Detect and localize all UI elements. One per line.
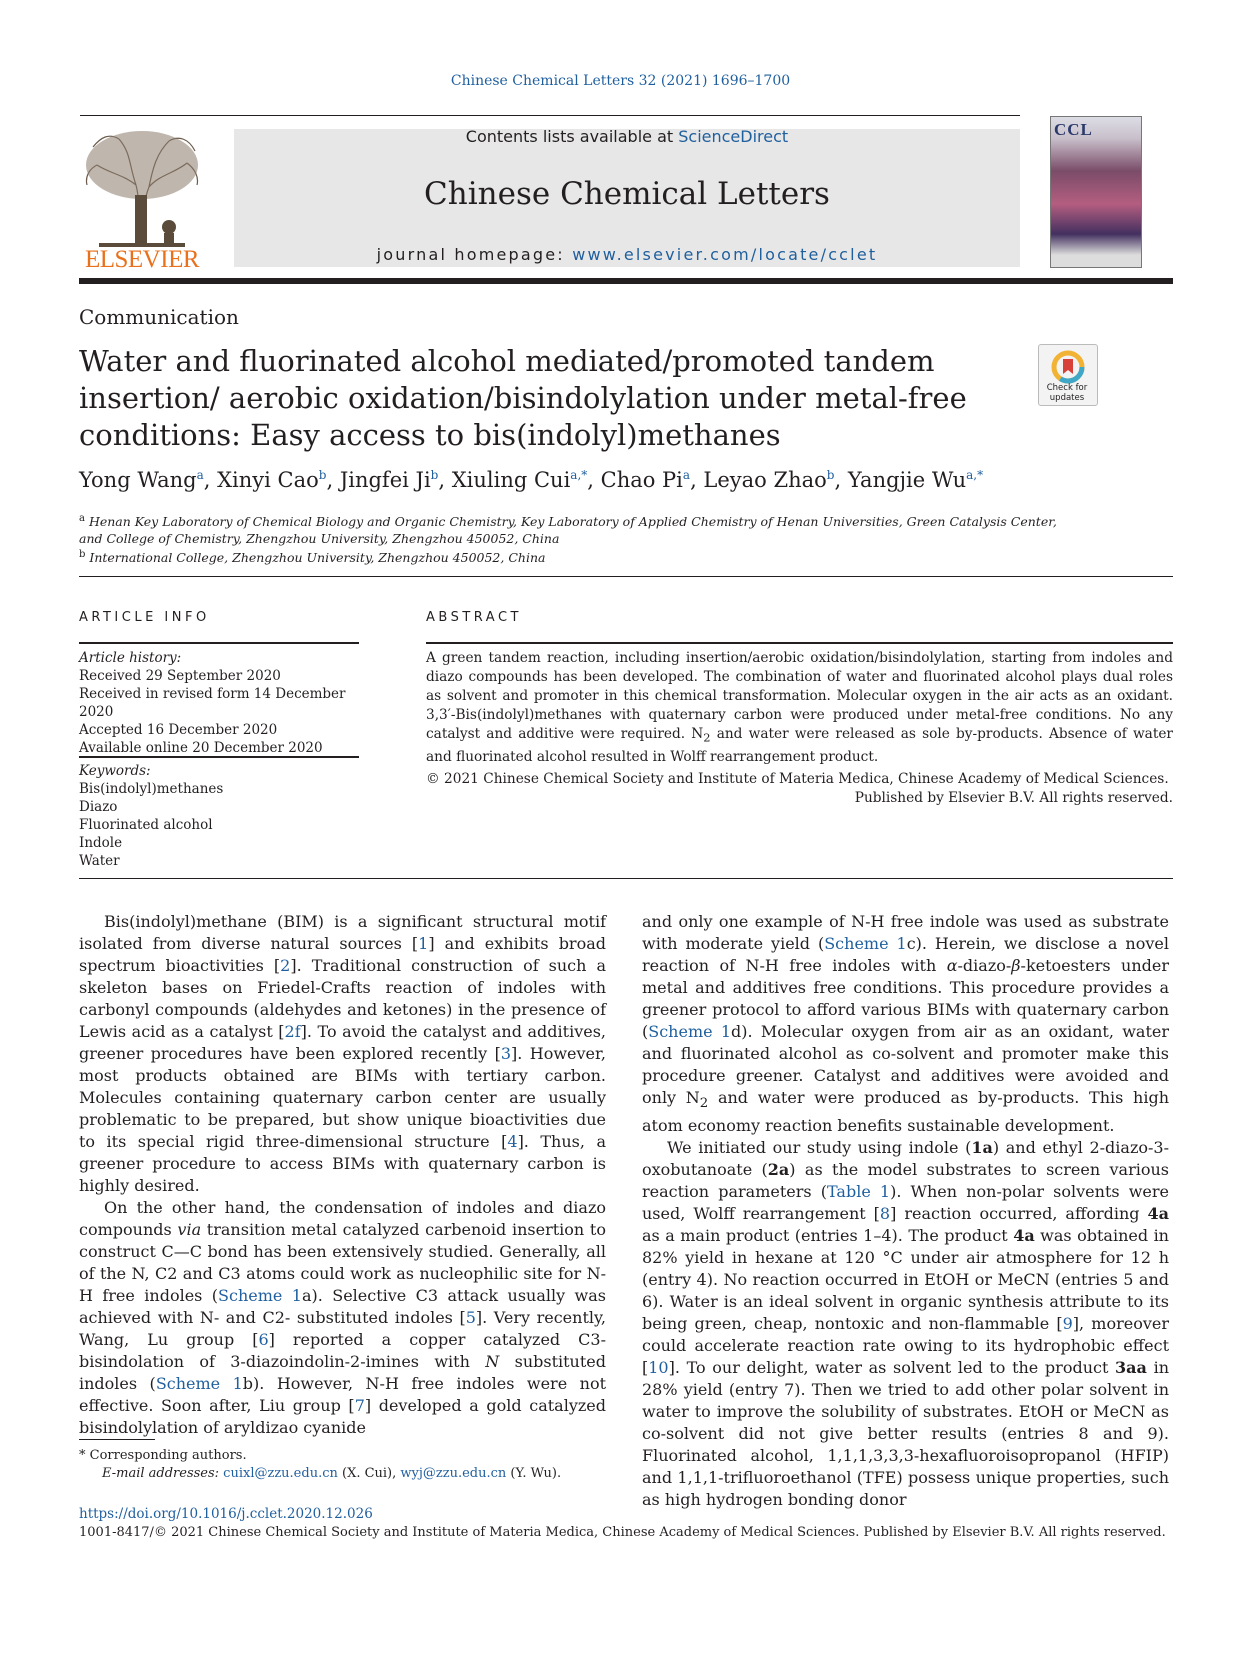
journal-name: Chinese Chemical Letters	[424, 176, 830, 212]
scheme-link[interactable]: Scheme 1	[155, 1374, 243, 1393]
ref-link[interactable]: 2f	[284, 1022, 301, 1041]
keyword: Fluorinated alcohol	[79, 817, 213, 833]
ref-link[interactable]: 9	[1062, 1314, 1073, 1334]
abstract-text: A green tandem reaction, including insertion/aerobic oxidation/bisindolylation, starting from indoles and diazo compounds has been developed. The combination of water and fluorinated alcohol plays dual roles as solvent and promoter in this chemical transformation. Molecular oxygen in the air acts as an oxidant. 3,3′-Bis(indolyl)methanes with quaternary carbon were produced under metal-free conditions. No any catalyst and additive were required. $N_2$ and water were released as sole by-products. Absence of water and fluorinated alcohol resulted in Wolff rearrangement product.	[426, 650, 1173, 765]
affiliation-b: $^b$ International College, Zhengzhou University, Zhengzhou 450052, China	[79, 549, 546, 566]
journal-reference[interactable]: Chinese Chemical Letters 32 (2021) 1696–1700	[450, 73, 791, 89]
footnote-star: * Corresponding authors.	[79, 1448, 247, 1463]
email-label: E-mail addresses:	[102, 1466, 224, 1481]
article-type: Communication	[79, 305, 239, 329]
crossmark-label: Check for updates	[1046, 383, 1088, 403]
keyword: Water	[79, 853, 120, 869]
affiliation-a: $^a$ Henan Key Laboratory of Chemical Biology and Organic Chemistry, Key Laboratory of Applied Chemistry of Henan Universities, Green Catalysis Center, and College of Chemistry, Zhengzhou University, Zhengzhou 450052, China	[79, 513, 1057, 547]
history-item: Accepted 16 December 2020	[79, 722, 278, 738]
scheme-link[interactable]: Scheme 1	[218, 1286, 302, 1305]
article-info-heading: ARTICLE INFO	[79, 610, 210, 625]
abstract-copyright	[426, 770, 1173, 808]
author[interactable]: Xiuling Cui$^{a,*}$	[451, 468, 588, 492]
email-link[interactable]: cuixl@zzu.edu.cn	[223, 1466, 338, 1481]
keywords	[79, 762, 369, 870]
body-column-left	[79, 911, 606, 1439]
abstract-heading: ABSTRACT	[426, 610, 522, 625]
keyword: Indole	[79, 835, 123, 851]
footnote-rule	[79, 1439, 155, 1440]
history-item: Received in revised form 14 December 2020	[79, 686, 346, 720]
ref-link[interactable]: 6	[258, 1330, 269, 1349]
scheme-link[interactable]: Scheme 1	[824, 934, 907, 953]
keywords-label: Keywords:	[79, 763, 151, 779]
author-list: Yong Wang$^a$, Xinyi Cao$^b$, Jingfei Ji$^b$, Xiuling Cui$^{a,*}$, Chao Pi$^a$, Leyao Zhao$^b$, Yangjie $Wu^{a,*}$	[79, 468, 984, 492]
ref-link[interactable]: 7	[354, 1396, 365, 1415]
homepage-prefix: journal homepage:	[376, 245, 573, 264]
divider	[79, 878, 1173, 879]
contents-line	[234, 127, 1020, 146]
ref-link[interactable]: 4	[507, 1132, 518, 1151]
paragraph: Bis(indolyl)methane (BIM) is a significant structural motif isolated from diverse natural sources [1] and exhibits broad spectrum bioactivities [2]. Traditional construction of such a skeleton bases on Friedel-Crafts reaction of indoles with carbonyl compounds (aldehydes and ketones) in the presence of Lewis acid as a catalyst [2f]. To avoid the catalyst and additives, greener procedures have been explored recently [3]. However, most products obtained are BIMs with tertiary carbon. Molecules containing quaternary carbon center are usually problematic to be prepared, but show unique bioactivities due to its special rigid three-dimensional structure [4]. Thus, a greener procedure to access BIMs with quaternary carbon is highly desired.	[79, 912, 606, 1195]
article-title: Water and fluorinated alcohol mediated/promoted tandem insertion/ aerobic oxidation/bisindolylation under metal-free conditions: Easy access to bis(indolyl)methanes	[79, 344, 967, 452]
history-item: Received 29 September 2020	[79, 668, 281, 684]
divider	[426, 642, 1173, 644]
ref-link[interactable]: 10	[648, 1358, 669, 1378]
ref-link[interactable]: 1	[418, 934, 429, 953]
divider	[79, 576, 1173, 577]
journal-homepage-line	[234, 245, 1020, 264]
author[interactable]: Jingfei Ji$^b$	[339, 468, 439, 492]
issn-copyright: 1001-8417/© 2021 Chinese Chemical Society and Institute of Materia Medica, Chinese Academy of Medical Sciences. Published by Elsevier B.V. All rights reserved.	[79, 1525, 1166, 1540]
table-link[interactable]: Table 1	[826, 1182, 891, 1202]
elsevier-wordmark: ELSEVIER	[84, 246, 200, 273]
author[interactable]: Xinyi Cao$^b$	[217, 468, 327, 492]
copyright-line: © 2021 Chinese Chemical Society and Institute of Materia Medica, Chinese Academy of Medical Sciences.	[426, 771, 1169, 787]
author[interactable]: Chao Pi$^a$	[600, 468, 691, 492]
ref-link[interactable]: 8	[879, 1204, 891, 1224]
paragraph: On the other hand, the condensation of indoles and diazo compounds via transition metal catalyzed carbenoid insertion to construct C—C bond has been extensively studied. Generally, all of the N, C2 and C3 atoms could work as nucleophilic site for N-H free indoles (Scheme 1a). Selective C3 attack usually was achieved with N- and C2- substituted indoles [5]. Very recently, Wang, Lu group [6] reported a copper catalyzed C3-bisindolation of 3-diazoindolin-2-imines with N substituted indoles (Scheme 1b). However, N-H free indoles were not effective. Soon after, Liu group [7] developed a gold catalyzed bisindolylation of aryldizao cyanide	[79, 1198, 607, 1437]
sciencedirect-link[interactable]: ScienceDirect	[678, 127, 789, 146]
doi-link[interactable]: https://doi.org/10.1016/j.cclet.2020.12.026	[79, 1506, 373, 1522]
author[interactable]: Yong Wang$^a$	[79, 468, 204, 492]
homepage-link[interactable]: www.elsevier.com/locate/cclet	[572, 245, 878, 264]
author[interactable]: Yangjie $Wu^{a,*}$	[847, 468, 984, 492]
article-history	[79, 649, 369, 757]
paragraph: and only one example of N-H free indole was used as substrate with moderate yield (Scheme 1c). Herein, we disclose a novel reaction of N-H free indoles with α-diazo-β-ketoesters under metal and additives free conditions. This procedure provides a greener protocol to afford various BIMs with quaternary carbon (Scheme 1d). Molecular oxygen from air as an oxidant, water and fluorinated alcohol as co-solvent and promoter make this procedure greener. Catalyst and additives were avoided and only $N_2$ and water were produced as by-products. This high atom economy reaction benefits sustainable development.	[642, 912, 1170, 1136]
scheme-link[interactable]: Scheme 1	[648, 1022, 732, 1041]
cover-title: CCL	[1054, 120, 1093, 139]
copyright-line: Published by Elsevier B.V. All rights reserved.	[854, 790, 1173, 806]
keyword: Diazo	[79, 799, 118, 815]
keyword: Bis(indolyl)methanes	[79, 781, 224, 797]
ref-link[interactable]: 5	[465, 1308, 476, 1327]
history-label: Article history:	[79, 650, 182, 666]
header-thick-rule	[79, 278, 1173, 284]
ref-link[interactable]: 2	[280, 956, 291, 975]
email-link[interactable]: wyj@zzu.edu.cn	[400, 1466, 507, 1481]
divider	[79, 756, 359, 758]
divider	[79, 642, 359, 644]
corresponding-authors-footnote: * Corresponding authors. E-mail addresses: cuixl@zzu.edu.cn (X. Cui), wyj@zzu.edu.cn (Y. Wu).	[79, 1447, 639, 1483]
top-rule	[80, 115, 1020, 116]
paragraph: We initiated our study using indole (1a) and ethyl 2-diazo-3-oxobutanoate (2a) as the model substrates to screen various reaction parameters (Table 1). When non-polar solvents were used, Wolff rearrangement [8] reaction occurred, affording 4a as a main product (entries 1–4). The product 4a was obtained in 82% yield in hexane at 120 °C under air atmosphere for 12 h (entry 4). No reaction occurred in EtOH or MeCN (entries 5 and 6). Water is an ideal solvent in organic synthesis attribute to its being green, cheap, nontoxic and non-flammable [9], moreover could accelerate reaction rate owing to its hydrophobic effect [10]. To our delight, water as solvent led to the product 3aa in 28% yield (entry 7). Then we tried to add other polar solvent in water to improve the solubility of substrates. EtOH or MeCN as co-solvent did not give better results (entries 8 and 9). Fluorinated alcohol, 1,1,1,3,3,3-hexafluoroisopropanol (HFIP) and 1,1,1-trifluoroethanol (TFE) possess unique properties, such as high hydrogen bonding donor	[642, 1138, 1170, 1510]
body-column-right	[642, 911, 1169, 1511]
contents-prefix: Contents lists available at	[465, 127, 679, 146]
author[interactable]: Leyao Zhao$^b$	[703, 468, 835, 492]
history-item: Available online 20 December 2020	[79, 740, 323, 756]
ref-link[interactable]: 3	[500, 1044, 512, 1063]
